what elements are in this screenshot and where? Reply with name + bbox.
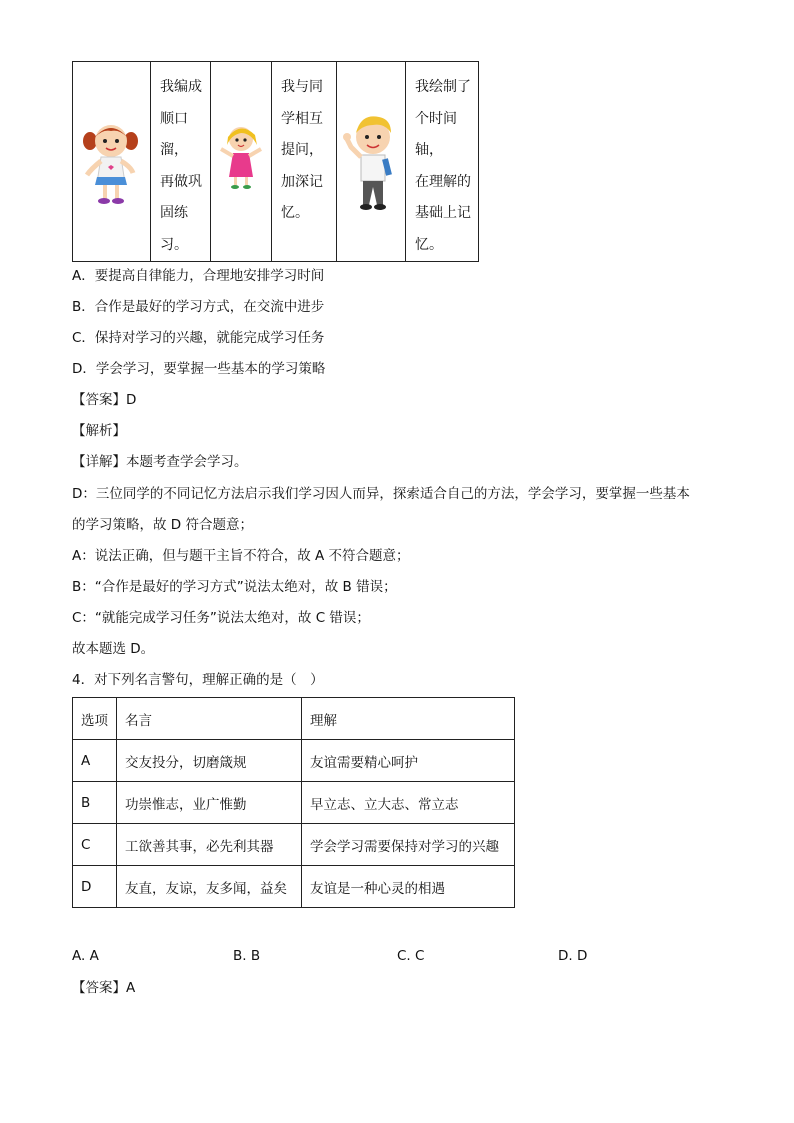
explanation-line-2: 的学习策略，故 D 符合题意； — [72, 517, 253, 533]
detail-text: 【详解】本题考查学会学习。 — [72, 454, 248, 470]
boy-illustration-cell — [337, 62, 406, 262]
explanation-line-6: 故本题选 D。 — [72, 641, 155, 657]
row-a-option: A — [73, 740, 117, 782]
option-b: B．合作是最好的学习方式，在交流中进步 — [72, 299, 325, 315]
question-4: 4．对下列名言警句，理解正确的是（ ） — [72, 672, 324, 688]
header-quote: 名言 — [117, 698, 302, 740]
q4-option-d: D. D — [558, 948, 588, 964]
quote-table — [72, 697, 515, 908]
pic-text-1-content: 我编成 顺口溜， 再做巩 固练习。 — [160, 79, 202, 253]
answer-q4: 【答案】A — [72, 980, 136, 996]
answer-q3: 【答案】D — [72, 392, 137, 408]
explanation-line-1: D：三位同学的不同记忆方法启示我们学习因人而异，探索适合自己的方法，学会学习，要掌握一些基本 — [72, 486, 690, 502]
row-a-meaning: 友谊需要精心呵护 — [302, 740, 515, 782]
pic-text-3-content: 我绘制了 个时间轴， 在理解的 基础上记 忆。 — [415, 79, 471, 253]
option-d: D．学会学习，要掌握一些基本的学习策略 — [72, 361, 326, 377]
row-c-quote: 工欲善其事，必先利其器 — [117, 824, 302, 866]
header-option: 选项 — [73, 698, 117, 740]
header-meaning: 理解 — [302, 698, 515, 740]
row-b-option: B — [73, 782, 117, 824]
explanation-line-3: A：说法正确，但与题干主旨不符合，故 A 不符合题意； — [72, 548, 410, 564]
picture-table — [72, 61, 479, 262]
row-c-option: C — [73, 824, 117, 866]
row-d-option: D — [73, 866, 117, 908]
table-row — [73, 824, 515, 866]
pic-text-2-content: 我与同 学相互 提问， 加深记 忆。 — [281, 79, 323, 221]
analysis-label: 【解析】 — [72, 423, 126, 439]
explanation-line-4: B：“合作是最好的学习方式”说法太绝对，故 B 错误； — [72, 579, 397, 595]
row-d-meaning: 友谊是一种心灵的相遇 — [302, 866, 515, 908]
table-row — [73, 866, 515, 908]
row-b-meaning: 早立志、立大志、常立志 — [302, 782, 515, 824]
table-row — [73, 740, 515, 782]
girl-pigtails-illustration-cell — [73, 62, 151, 262]
girl-pigtails-illustration — [73, 77, 150, 242]
table-header-row — [73, 698, 515, 740]
row-d-quote: 友直，友谅，友多闻，益矣 — [117, 866, 302, 908]
q4-option-b: B. B — [233, 948, 261, 964]
girl-pink-dress-illustration-cell — [211, 62, 272, 262]
option-a: A．要提高自律能力，合理地安排学习时间 — [72, 268, 325, 284]
row-c-meaning: 学会学习需要保持对学习的兴趣 — [302, 824, 515, 866]
q4-option-c: C. C — [397, 948, 425, 964]
pic-text-3 — [406, 62, 479, 262]
explanation-line-5: C：“就能完成学习任务”说法太绝对，故 C 错误； — [72, 610, 370, 626]
row-a-quote: 交友投分，切磨箴规 — [117, 740, 302, 782]
table-row — [73, 782, 515, 824]
row-b-quote: 功崇惟志，业广惟勤 — [117, 782, 302, 824]
girl-pink-dress-illustration — [211, 77, 271, 242]
pic-text-1 — [151, 62, 211, 262]
boy-illustration — [337, 77, 405, 242]
pic-text-2 — [272, 62, 337, 262]
option-c: C．保持对学习的兴趣，就能完成学习任务 — [72, 330, 325, 346]
q4-option-a: A. A — [72, 948, 99, 964]
